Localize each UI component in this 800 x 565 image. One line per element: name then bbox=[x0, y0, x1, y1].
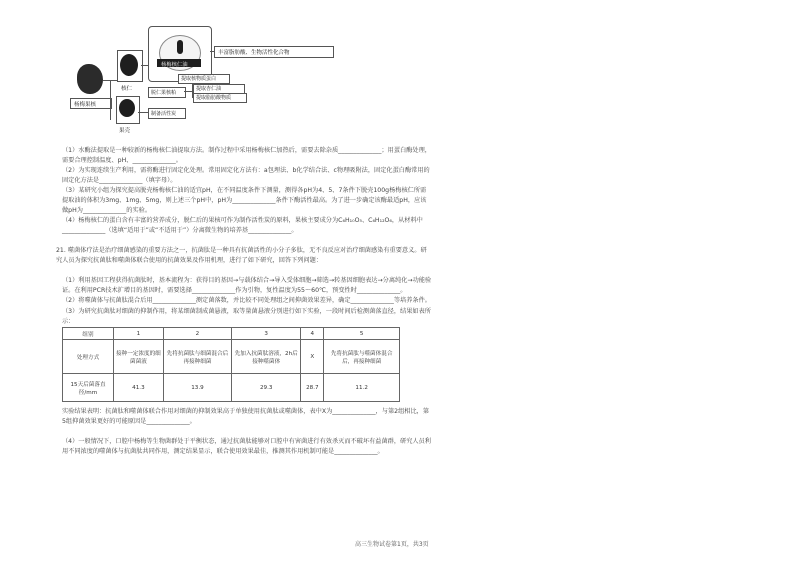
table-row-label: 15天后菌落直径/mm bbox=[63, 374, 114, 402]
protein-label: 提取核物质蛋白 bbox=[181, 76, 217, 82]
table-row bbox=[63, 340, 400, 374]
table-header-cell: 1 bbox=[114, 328, 164, 340]
seed-label: 核仁 bbox=[121, 86, 133, 92]
fruit-image bbox=[77, 64, 103, 94]
page-footer: 高三生物试卷第1页，共3页 bbox=[355, 541, 429, 548]
q21-part-2: （2）将噬菌体与抗菌肽混合后用______________测定菌落数，并比较不同处理组之间抑菌效果差异，确定______________等培养条件。 bbox=[62, 297, 431, 304]
table-cell: 41.3 bbox=[114, 374, 164, 402]
table-cell: 先将抗菌肽与细菌混合后再接种细菌 bbox=[163, 340, 231, 374]
table-header-row bbox=[63, 328, 400, 340]
kernel-oil-label: 杨梅核仁油 bbox=[161, 62, 188, 68]
question-2: （2）为实现连续生产利用，需将酶进行固定化处理。常用固定化方法有：a包埋法、b化学结合法、c物理吸附法，固定化蛋白酶常用的固定化方法是______________（填字母）。 bbox=[62, 167, 430, 184]
table-header-cell: 5 bbox=[324, 328, 400, 340]
table-cell: 接种一定浓度的细菌菌液 bbox=[114, 340, 164, 374]
table-cell: 29.3 bbox=[232, 374, 301, 402]
table-row bbox=[63, 374, 400, 402]
q21-part-3: （3）为研究抗菌肽对细菌的抑制作用，将某细菌制成菌悬液，取等量菌悬液分别进行如下实验，一段时间后检测菌落直径，结果如表所示： bbox=[62, 308, 431, 325]
table-cell: 先加入抗菌肽溶液，2h后接种噬菌体 bbox=[232, 340, 301, 374]
q21-intro: 21. 噬菌体疗法是治疗细菌感染的重要方法之一，抗菌肽是一种具有抗菌活性的小分子多肽，无不良反应对治疗细菌感染有重要意义。研究人员为探究抗菌肽和噬菌体联合使用的抗菌效果及作用机理，进行了如下研究，回答下列问题： bbox=[56, 247, 427, 264]
table-header-cell: 组别 bbox=[63, 328, 114, 340]
table-header-cell: 2 bbox=[163, 328, 231, 340]
pericarp-image bbox=[119, 99, 135, 117]
table-cell: X bbox=[301, 340, 324, 374]
q21-part-1: （1）利用基因工程获得抗菌肽时，基本流程为：获得目的基因→与载体结合→导入受体细胞→筛选→转基因细胞表达→分离纯化→功能验证。在利用PCR技术扩增目的基因时，需要选择______________作为引物，复性温度为55～60℃，预变性时______________。 bbox=[62, 277, 432, 294]
table-cell: 先将抗菌肽与噬菌体混合后，再接种细菌 bbox=[324, 340, 400, 374]
removed-kernel-label: 脱仁果核粕 bbox=[151, 90, 177, 96]
question-1: （1）水酶法提取是一种较新的杨梅核仁油提取方法。制作过程中采用杨梅核仁加热后，需要去除杂质______________；用蛋白酶处理，需要合理控制温度、pH、______________。 bbox=[62, 147, 431, 164]
oil2-label: 提取杏仁油 bbox=[196, 86, 222, 92]
fatty-acid-label: 丰富脂肪酸、生物活性化合物 bbox=[218, 50, 290, 56]
fruit-label: 杨梅果核 bbox=[74, 102, 97, 108]
oil3-label: 提取脂肪酸物质 bbox=[196, 95, 232, 101]
question-4: （4）杨梅核仁的蛋白含有丰富的营养成分，脱仁后的果核可作为制作活性炭的原料，果核主要成分为C₆H₁₀O₅、C₆H₁₂O₆，从材料中______________（选填“适用于”或“不适用于”）分离微生物的培养基______________。 bbox=[62, 217, 423, 234]
table-header-cell: 3 bbox=[232, 328, 301, 340]
question-3: （3）某研究小组为探究提高脱壳杨梅核仁油的适宜pH，在不同温度条件下测量，测得各pH为4、5、7条件下脱壳100g杨梅核仁所需提取油的体积为3mg、1mg、5mg，则上述三个pH中，pH为______________条件下酶活性最高。为了进一步确定该酶最适pH，应该做pH为______________的实验。 bbox=[62, 187, 427, 214]
activated-label: 制备活性炭 bbox=[151, 111, 177, 117]
experiment-table bbox=[62, 327, 400, 402]
seed-image bbox=[120, 54, 138, 76]
table-header-cell: 4 bbox=[301, 328, 324, 340]
table-cell: 28.7 bbox=[301, 374, 324, 402]
pericarp-label: 果壳 bbox=[119, 128, 131, 134]
q21-result-text: 实验结果表明：抗菌肽和噬菌体联合作用对细菌的抑制效果高于单独使用抗菌肽或噬菌体，表中X为______________，与第2组相比，第5组抑菌效果更好的可能原因是______________。 bbox=[62, 408, 430, 425]
table-cell: 13.9 bbox=[163, 374, 231, 402]
table-cell: 11.2 bbox=[324, 374, 400, 402]
table-row-label: 处理方式 bbox=[63, 340, 114, 374]
q21-part-4: （4）一般情况下，口腔中杨梅等生物菌群处于平衡状态，通过抗菌肽能够对口腔中有害菌进行有效杀灭而不破坏有益菌群，研究人员利用不同浓度的噬菌体与抗菌肽共同作用，测定结果显示，联合使用效果最佳，推测其作用机制可能是______________。 bbox=[62, 438, 431, 455]
